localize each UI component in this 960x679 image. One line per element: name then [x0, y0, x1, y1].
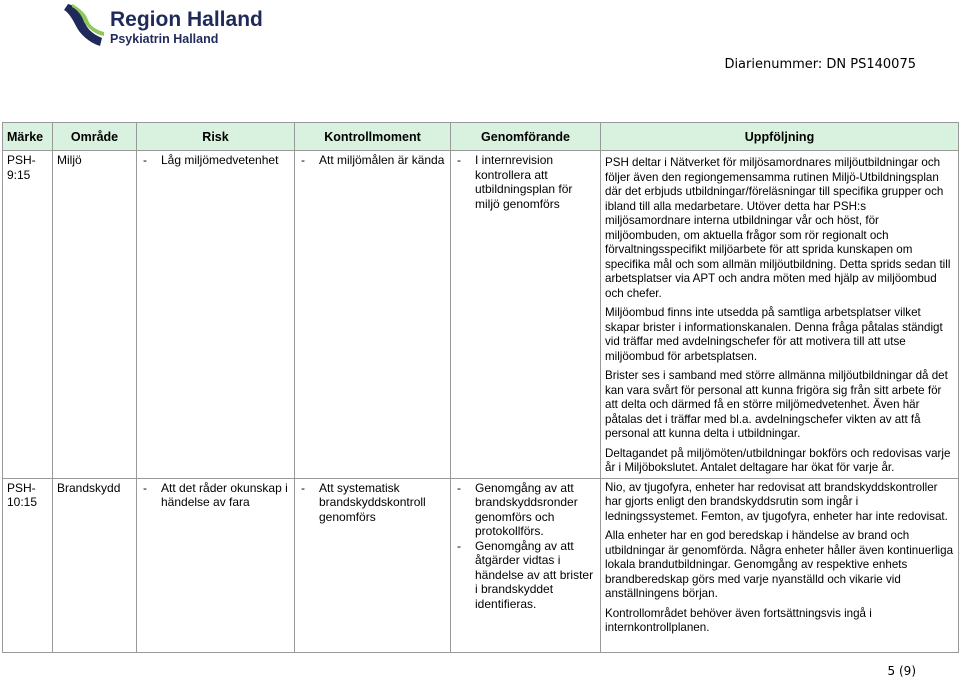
column-header-risk: Risk [137, 123, 295, 151]
column-header-genomforande: Genomförande [451, 123, 601, 151]
list-item: - Att systematisk brandskyddskontroll genomförs [299, 481, 446, 525]
halland-map-icon [62, 2, 106, 48]
paragraph: Alla enheter har en god beredskap i händelse av brand och utbildningar är genomförda. Några enheter håller även kontinuerliga lokala brandutbildningar. Genomgång av respektive enhets brandberedskap görs med varje nyanställd och vikarie vid anställningens början. [605, 529, 954, 600]
list-item: - Låg miljömedvetenhet [141, 153, 290, 168]
page-number: 5 (9) [887, 664, 916, 678]
column-header-kontrollmoment: Kontrollmoment [295, 123, 451, 151]
list-item: - Genomgång av att brandskyddsronder genomförs och protokollförs. [455, 481, 596, 539]
logo-subtitle: Psykiatrin Halland [110, 32, 219, 46]
cell-uppfoljning [601, 151, 959, 479]
cell-marke: PSH-10:15 [3, 478, 53, 652]
table-header-row [3, 123, 959, 151]
cell-genomforande [451, 478, 601, 652]
table-row [3, 151, 959, 479]
paragraph: Nio, av tjugofyra, enheter har redovisat att brandskyddskontroller har gjorts enligt den brandskyddsrutin som ingår i ledningssystemet. Femton, av tjugofyra, enheter har inte redovisat. [605, 480, 948, 523]
cell-risk [137, 151, 295, 479]
table-row [3, 478, 959, 652]
paragraph: Brister ses i samband med större allmänna miljöutbildningar då det kan vara svårt för personal att kunna frigöra sig från sitt arbete för att delta och därmed få en större miljömedvetenhet. Även här påtalas det i träffar med bl.a. avdelningschefer vikten av att få personal att kunna delta i utbildningar. [605, 369, 948, 440]
list-item: - Att det råder okunskap i händelse av fara [141, 481, 290, 510]
logo-title: Region Halland [110, 8, 263, 31]
cell-kontrollmoment [295, 151, 451, 479]
cell-risk [137, 478, 295, 652]
paragraph: Miljöombud finns inte utsedda på samtliga arbetsplatser vilket skapar brister i informationskanalen. Denna fråga påtalas ständigt vid träffar med avdelningschefer för att motivera till att utse miljöombud för arbetsplatsen. [605, 306, 943, 363]
cell-marke: PSH-9:15 [3, 151, 53, 479]
column-header-uppfoljning: Uppföljning [601, 123, 959, 151]
cell-omrade: Miljö [53, 151, 137, 479]
paragraph: Kontrollområdet behöver även fortsättningsvis ingå i internkontrollplanen. [605, 606, 872, 634]
diarienummer: Diarienummer: DN PS140075 [724, 57, 916, 72]
paragraph: Deltagandet på miljömöten/utbildningar bokförs och redovisas varje år i Miljöbokslutet. Antalet deltagare har ökat för varje år. [605, 446, 951, 474]
list-item: - I internrevision kontrollera att utbildningsplan för miljö genomförs [455, 153, 596, 211]
paragraph: PSH deltar i Nätverket för miljösamordnares miljöutbildningar och följer även den regiongemensamma rutinen Miljö-Utbildningsplan där det erbjuds utbildningar/föreläsningar till specifika grupper och ibland till alla medarbetare. Utöver detta har PSH:s miljösamordnare interna utbildningar vår och höst, för miljöombuden, om aktuella frågor som rör regionalt och förvaltningsspecifikt miljöarbete för att sprida kunskapen om specifika mål och som allmän miljöutbildning. Detta sprids sedan till arbetsplatser via APT och andra möten med hjälp av miljöombud och chefer. [605, 156, 951, 300]
list-item: - Att miljömålen är kända [299, 153, 446, 168]
region-halland-logo [62, 2, 262, 48]
cell-uppfoljning [601, 478, 959, 652]
cell-kontrollmoment [295, 478, 451, 652]
column-header-omrade: Område [53, 123, 137, 151]
internkontroll-table [2, 122, 959, 653]
column-header-marke: Märke [3, 123, 53, 151]
cell-genomforande [451, 151, 601, 479]
cell-omrade: Brandskydd [53, 478, 137, 652]
list-item: - Genomgång av att åtgärder vidtas i händelse av att brister i brandskyddet identifieras. [455, 539, 596, 612]
